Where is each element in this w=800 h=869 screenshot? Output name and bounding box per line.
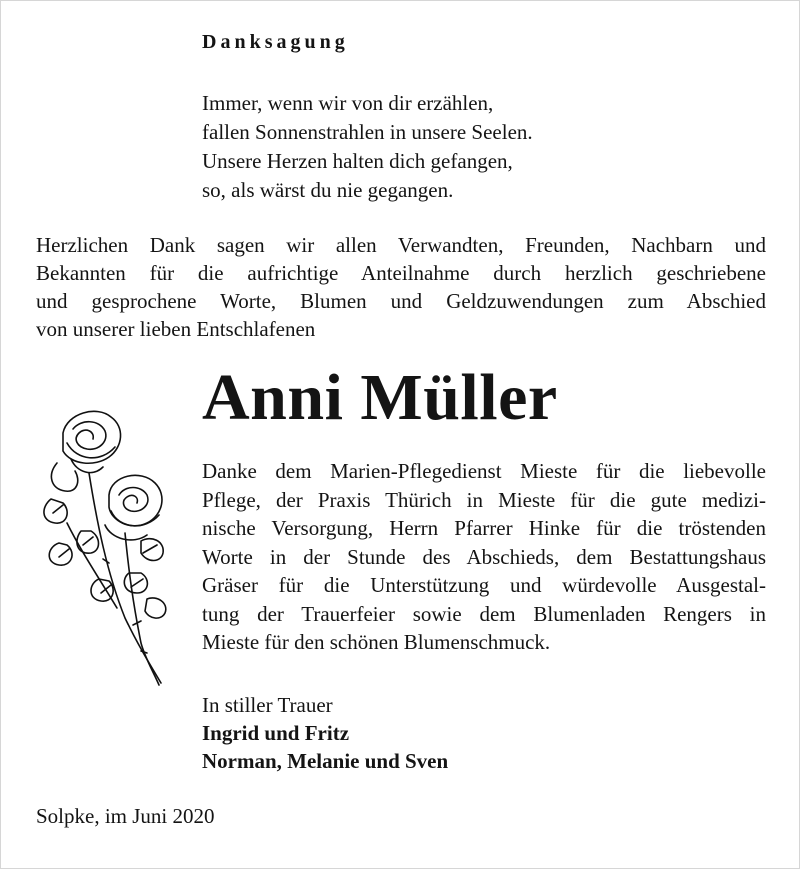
mourner-line: Norman, Melanie und Sven (202, 749, 449, 773)
details-line: Gräser für die Unterstützung und würdevolle Ausgestal- (202, 573, 766, 597)
thanks-line: Bekannten für die aufrichtige Anteilnahme durch herzlich geschriebene (36, 261, 766, 285)
place-date: Solpke, im Juni 2020 (36, 804, 215, 828)
poem (202, 89, 533, 205)
details-paragraph (202, 457, 766, 657)
rose-icon (37, 403, 177, 689)
details-line: Worte in der Stunde des Abschieds, dem Bestattungshaus (202, 544, 766, 569)
poem-line: Unsere Herzen halten dich gefangen, (202, 149, 513, 173)
details-line: tung der Trauerfeier sowie dem Blumenladen Rengers in (202, 601, 766, 626)
poem-line: so, als wärst du nie gegangen. (202, 178, 454, 202)
poem-line: Immer, wenn wir von dir erzählen, (202, 91, 494, 115)
details-line: Danke dem Marien-Pflegedienst Mieste für die liebevolle (202, 459, 766, 483)
thanks-line: von unserer lieben Entschlafenen (36, 317, 316, 341)
details-line: Mieste für den schönen Blumenschmuck. (202, 630, 551, 654)
details-line: Pflege, der Praxis Thürich in Mieste für die gute medizi- (202, 487, 766, 512)
closing-intro: In stiller Trauer (202, 693, 333, 717)
heading: Danksagung (202, 31, 349, 53)
closing-block (202, 691, 448, 775)
mourner-line: Ingrid und Fritz (202, 721, 350, 745)
details-line: nische Versorgung, Herrn Pfarrer Hinke für die tröstenden (202, 516, 766, 540)
deceased-name: Anni Müller (202, 361, 558, 434)
thanks-line: und gesprochene Worte, Blumen und Geldzuwendungen zum Abschied (36, 289, 766, 313)
thanks-line: Herzlichen Dank sagen wir allen Verwandten, Freunden, Nachbarn und (36, 233, 766, 257)
thanks-paragraph (36, 231, 766, 343)
poem-line: fallen Sonnenstrahlen in unsere Seelen. (202, 120, 533, 144)
